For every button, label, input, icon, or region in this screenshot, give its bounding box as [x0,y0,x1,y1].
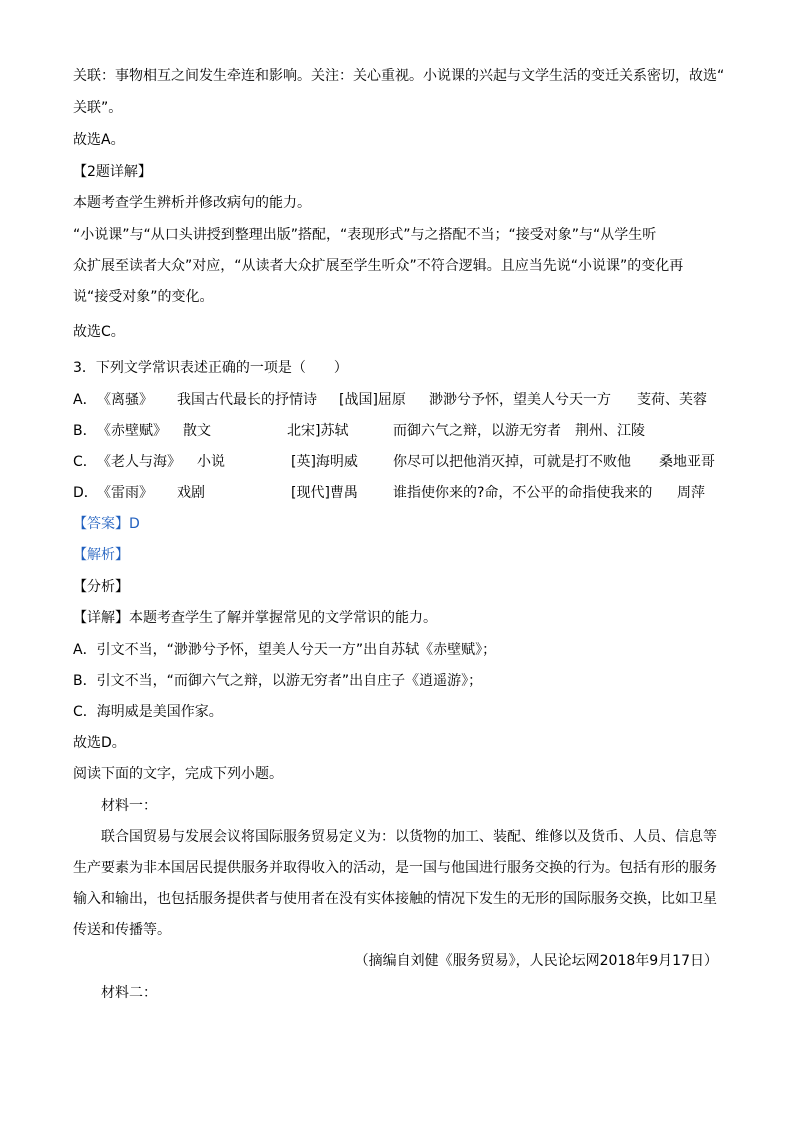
option-work: 《赤壁赋》 [97,423,167,439]
option-genre: 我国古代最长的抒情诗 [177,392,317,408]
text-line: C．海明威是美国作家。 [73,704,223,720]
option-author: 北宋]苏轼 [287,423,349,439]
option-work: 《离骚》 [97,392,153,408]
option-genre: 小说 [197,454,225,470]
paragraph-line: 输入和输出，也包括服务提供者与使用者在没有实体接触的情况下发生的无形的国际服务交换，比如卫星 [73,891,717,907]
text-line: 关联”。 [73,100,123,116]
material-heading: 材料一： [101,798,157,814]
section-heading: 【分析】 [73,579,129,595]
option-work: 《老人与海》 [97,454,181,470]
option-author: [英]海明威 [291,454,358,470]
text-line: 本题考查学生辨析并修改病句的能力。 [73,195,311,211]
option-place: 周萍 [677,485,705,501]
question-stem: 3．下列文学常识表述正确的一项是（ ） [73,360,348,376]
text-line: 说“接受对象”的变化。 [73,289,214,305]
option-letter: D． [73,485,98,501]
paragraph-line: 传送和传播等。 [73,922,171,938]
section-heading: 【2题详解】 [73,164,152,180]
option-quote: 谁指使你来的?命，不公平的命指使我来的 [393,485,653,501]
option-place: 荆州、江陵 [575,423,645,439]
option-author: [战国]屈原 [339,392,406,408]
option-c [73,452,773,472]
text-line: B．引文不当，“而御六气之辩，以游无穷者”出自庄子《逍遥游》； [73,673,483,689]
text-line: 关联：事物相互之间发生牵连和影响。关注：关心重视。小说课的兴起与文学生活的变迁关系密切，故选“ [73,68,725,84]
option-letter: A． [73,392,97,408]
text-line: 故选D。 [73,735,126,751]
analysis-label: 【解析】 [73,547,129,563]
text-line: 【详解】本题考查学生了解并掌握常见的文学常识的能力。 [73,610,437,626]
text-line: 众扩展至读者大众”对应，“从读者大众扩展至学生听众”不符合逻辑。且应当先说“小说课”的变化再 [73,258,684,274]
option-genre: 散文 [183,423,211,439]
paragraph-line: 联合国贸易与发展会议将国际服务贸易定义为：以货物的加工、装配、维修以及货币、人员、信息等 [101,829,717,845]
option-genre: 戏剧 [177,485,205,501]
option-place: 桑地亚哥 [659,454,715,470]
option-quote: 渺渺兮予怀，望美人兮天一方 [429,392,611,408]
option-quote: 你尽可以把他消灭掉，可就是打不败他 [393,454,631,470]
material-heading: 材料二： [101,985,157,1001]
text-line: 故选A。 [73,132,125,148]
paragraph-line: 生产要素为非本国居民提供服务并取得收入的活动，是一国与他国进行服务交换的行为。包括有形的服务 [73,860,717,876]
answer-label: 【答案】D [73,516,140,532]
source-citation: （摘编自刘健《服务贸易》，人民论坛网2018年9月17日） [354,953,718,969]
option-b [73,421,773,441]
text-line: “小说课”与“从口头讲授到整理出版”搭配，“表现形式”与之搭配不当；“接受对象”与“从学生听 [73,227,657,243]
text-line: A．引文不当，“渺渺兮予怀，望美人兮天一方”出自苏轼《赤壁赋》； [73,642,497,658]
option-d [73,483,773,503]
option-letter: B． [73,423,97,439]
text-line: 故选C。 [73,324,125,340]
option-place: 芰荷、芙蓉 [637,392,707,408]
option-quote: 而御六气之辩，以游无穷者 [393,423,561,439]
option-letter: C． [73,454,97,470]
text-line: 阅读下面的文字，完成下列小题。 [73,766,283,782]
option-author: [现代]曹禺 [291,485,358,501]
option-work: 《雷雨》 [97,485,153,501]
option-a [73,390,773,410]
